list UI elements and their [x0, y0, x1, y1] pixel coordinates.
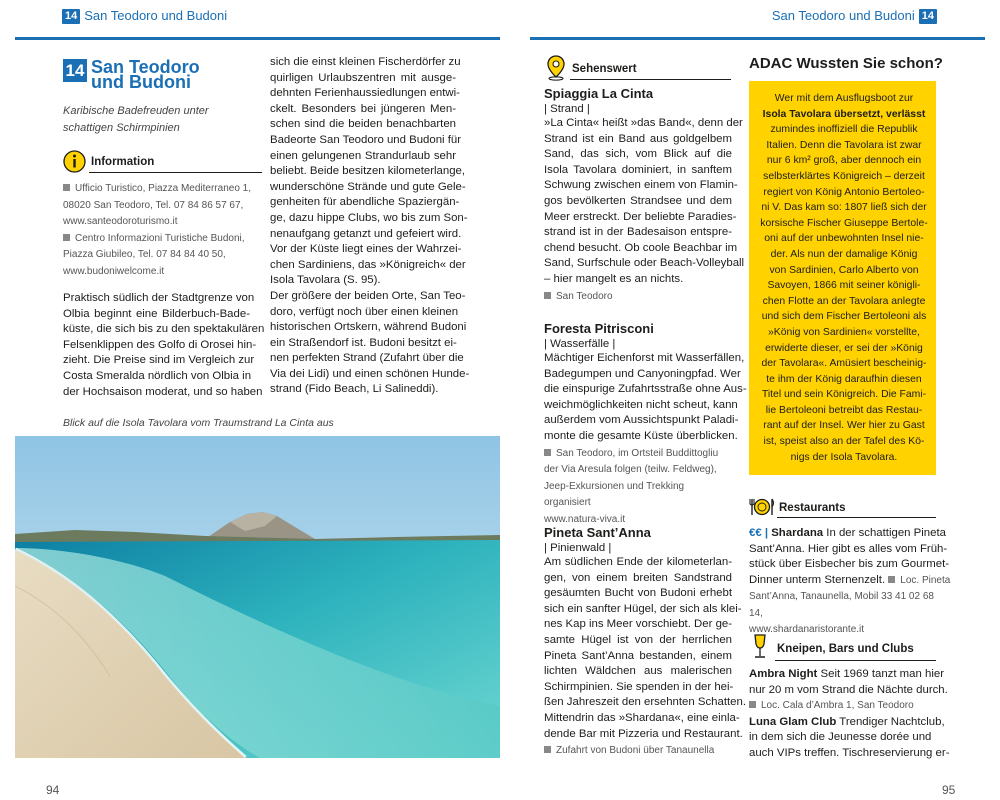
text-line: Isola Tavolara dominiert, in sanftem [544, 163, 732, 176]
text-line: Vor der Küste liegt eines der Wahrzei- [270, 243, 462, 256]
text-line: ßen Jahreszeit den ersehnten Schatten. [544, 696, 746, 709]
photo-caption: Blick auf die Isola Tavolara vom Traumstrand La Cinta aus [63, 417, 334, 429]
body-column-2 [270, 55, 470, 398]
text-line: Mittendrin das »Shardana«, eine einla- [544, 711, 740, 724]
chapter-subtitle [63, 103, 253, 137]
info-link[interactable]: www.shardanaristorante.it [749, 624, 865, 636]
bullet-square-icon [749, 701, 756, 708]
text-line: beliebt. Beide besitzen kilometerlange, [270, 165, 466, 178]
sight-entry-foresta-pitrisconi [544, 321, 747, 528]
text-line: Praktisch südlich der Stadtgrenze von [63, 292, 255, 304]
text-line: gen, von einem breiten Sandstrand [544, 571, 732, 584]
bullet-square-icon [63, 184, 70, 191]
text-line: historischen Ortskern, während Budoni [270, 321, 467, 334]
text-line: Schirmpinien. Sie spenden in der hei- [544, 680, 734, 693]
bullet-square-icon [544, 292, 551, 299]
text-line: Schwung zwischen einem von Flamin- [544, 179, 738, 192]
text-line: monte die gesamte Küste überblicken. [544, 429, 738, 442]
text-line: ein Straßendorf ist. Budoni besitzt ei- [270, 336, 457, 349]
section-rule [570, 79, 731, 80]
text-line: Savoyen, 1866 mit seiner königli- [767, 280, 921, 292]
text-line: Felsenklippen des Golfo di Orosei hin- [63, 338, 257, 351]
text-line: zieht. Die Preise sind im Vergleich zur [63, 354, 255, 367]
text-line: nenaufgang getanzt und gefeiert wird. [270, 227, 462, 240]
drink-glass-icon [751, 634, 769, 660]
text-line: schen sind die beiden benachbarten [270, 118, 456, 131]
entry-info: Zufahrt von Budoni über Tanaunella [544, 743, 732, 760]
text-line: Titel und sein Königreich. Die Fami- [761, 389, 927, 401]
text-line: Wer mit dem Ausflugsboot zur [774, 93, 914, 104]
text-line: Mächtiger Eichenforst mit Wasserfällen, [544, 352, 745, 364]
chapter-title [91, 57, 200, 92]
entry-title: Pineta Sant’Anna [544, 525, 651, 540]
entry-title: Spiaggia La Cinta [544, 86, 654, 101]
info-line: 08020 San Teodoro, Tel. 07 84 86 57 67, [63, 199, 244, 211]
adac-fact-text [759, 91, 929, 465]
subtitle-line: Karibische Badefreuden unter [63, 105, 209, 117]
text-line: »La Cinta« heißt »das Band«, denn der [544, 117, 743, 129]
entry-body [544, 351, 747, 445]
text-line: stück über Eisbecher bis zum Gourmet- [749, 558, 950, 571]
info-line: Ufficio Turistico, Piazza Mediterraneo 1, [63, 181, 263, 198]
text-line: Am südlichen Ende der kilometerlan- [544, 556, 732, 568]
text-line: nur 6 km² groß, aber dennoch ein [766, 155, 922, 167]
text-line: Sand, das sich, vom Blick auf die [544, 148, 732, 161]
text-line: quirligen Urlaubszentren mit ausge- [270, 71, 456, 84]
sights-heading: Sehenswert [572, 63, 637, 75]
text-line: außerdem vom Aussichtspunkt Paladi- [544, 414, 739, 427]
text-line: erwiderte dieser, er sei der »König [765, 342, 923, 354]
bullet-square-icon [544, 449, 551, 456]
chapter-badge: 14 [62, 9, 80, 24]
text-line: chen Sardiniens, das »Königreich« der [270, 258, 466, 271]
text-line: und sich dem Fischer Bertoleoni als [761, 311, 927, 323]
adac-heading: ADAC Wussten Sie schon? [749, 55, 943, 72]
text-line: die einspurige Zufahrtsstraße ohne Aus- [544, 383, 747, 396]
text-line: küste, die sich bis zu den spektakulären [63, 323, 265, 336]
entry-type: | Pinienwald | [544, 542, 612, 554]
text-line: »König von Sardinien« vorstellte, [768, 326, 920, 338]
running-header-left-title: San Teodoro und Budoni [84, 8, 228, 23]
text-line: sich die einst kleinen Fischerdörfer zu [270, 56, 461, 68]
text-line: Isola Tavolara übersetzt, verlässt [762, 108, 926, 120]
info-icon [63, 150, 86, 173]
text-line: chen Flotte an der Tavolara anlegte [762, 295, 926, 307]
text-line: Sant’Anna. Hier gibt es alles vom Früh- [749, 542, 948, 555]
text-line: samte Hügel ist von der herrlichen [544, 633, 732, 646]
entry-body [544, 555, 746, 742]
text-line: ist, speist also an der Tafel des Kö- [763, 436, 925, 448]
text-line: der Hochsaison moderat, und so haben [63, 385, 263, 398]
text-line: in dem sich die Jeunesse dorée und [749, 731, 932, 744]
information-block [63, 181, 263, 280]
text-line: ge, dazu hippe Clubs, wo bis zum Son- [270, 211, 468, 224]
text-line: auch VIPs treffen. Tischreservierung er- [749, 746, 950, 759]
info-line: Piazza Giubileo, Tel. 07 84 84 40 50, [63, 249, 226, 260]
text-line: gesäumten Bucht von Budoni erhebt [544, 587, 732, 600]
bar-name: Luna Glam Club [749, 715, 837, 728]
restaurant-info: Sant’Anna, Tanaunella, Mobil 33 41 02 68 14, www.shardanaristorante.it [749, 589, 939, 639]
sight-entry-la-cinta [544, 86, 745, 305]
section-rule [777, 517, 936, 518]
text-line: weichmöglichkeiten nicht scheut, kann [544, 398, 738, 411]
text-line: der. Als nun der damalige König [770, 248, 918, 260]
header-rule-right [530, 37, 985, 40]
information-heading: Information [91, 156, 155, 168]
info-link[interactable]: www.natura-viva.it [544, 513, 626, 525]
bar-entry-ambra-night: Ambra Night Seit 1969 tanzt man hier [749, 668, 944, 680]
text-line: regiert von König Antonio Bertoleo- [763, 186, 925, 198]
entry-info: San Teodoro [544, 289, 732, 306]
text-line: lichten Wäldchen aus malerischen [544, 665, 732, 678]
running-header-right-title: San Teodoro und Budoni [771, 8, 915, 23]
page-number-right: 95 [942, 783, 956, 797]
price-level: €€ | [749, 527, 769, 539]
text-line: nigs der Isola Tavolara. [790, 451, 898, 463]
text-line: Isola Tavolara (S. 95). [270, 274, 381, 287]
text-line: rant auf der Insel. Wer hier zu Gast [763, 420, 925, 432]
text-line: Olbia beginnt eine Bilderbuch-Bade- [63, 307, 250, 320]
text-line: nen perfekten Strand (Zufahrt über die [270, 352, 464, 365]
entry-body [544, 116, 745, 288]
text-line: doro, verfügt noch über einen kleinen [270, 305, 459, 318]
entry-type: | Strand | [544, 103, 590, 115]
text-line: selbsterklärtes Königreich – derzeit [763, 170, 925, 182]
info-link[interactable]: www.budoniwelcome.it [63, 265, 165, 277]
text-line: Pineta Sant’Anna bestanden, einem [544, 649, 732, 662]
bars-heading: Kneipen, Bars und Clubs [777, 643, 914, 655]
text-line: nur 20 m vom Strand die Nächte durch. [749, 683, 948, 696]
bars-list [749, 667, 950, 761]
map-pin-icon [544, 55, 568, 81]
text-line: Meer erstreckt. Der beliebte Paradies- [544, 210, 737, 223]
text-line: Strand ist ein Band aus goldgelbem [544, 132, 732, 145]
text-line: wunderschöne Strände und gute Gele- [270, 180, 466, 193]
text-line: ckelt. Besonders bei jüngeren Men- [270, 102, 456, 115]
text-line: einen gelungenen Strandurlaub sehr [270, 149, 456, 162]
bullet-square-icon [63, 234, 70, 241]
text-line: lie Bertoleoni betreibt das Restau- [765, 404, 923, 416]
text-line: oni auf der unbewohnten Insel nie- [764, 233, 924, 245]
subtitle-line: schattigen Schirmpinien [63, 122, 180, 134]
entry-type: | Wasserfälle | [544, 338, 616, 350]
restaurant-entry-shardana: €€ | Shardana In der schattigen Pineta Sant’Anna. Hier gibt es alles vom Früh- stück über Eisbecher bis zum Gourmet- Dinner unterm Sternenzelt. Loc. Pineta Sant’Anna, Tanaunella, Mobil 33 41 02 68 14, www.shardanaristorante.it [749, 526, 939, 639]
running-header-right [772, 8, 937, 24]
chapter-title-line-2: und Budoni [91, 72, 191, 92]
restaurant-name: Shardana [771, 527, 824, 539]
page-number-left: 94 [46, 783, 60, 797]
entry-title: Foresta Pitrisconi [544, 321, 654, 336]
text-line: Der größere der beiden Orte, San Teo- [270, 289, 466, 302]
text-line: sich ein sanfter Hügel, der sich als klei- [544, 602, 742, 615]
text-line: dehnten Ferienhaussiedlungen entwi- [270, 87, 460, 100]
text-line: – hier mangelt es an nichts. [544, 272, 684, 285]
bullet-square-icon [888, 576, 895, 583]
chapter-badge: 14 [919, 9, 937, 24]
text-line: te ihm der König daraufhin diesen [766, 373, 922, 385]
info-line: Centro Informazioni Turistiche Budoni, [63, 231, 263, 248]
text-line: genheiten für abendliche Spaziergän- [270, 196, 460, 209]
text-line: strand ist in der Badesaison entspre- [544, 226, 732, 239]
text-line: nes Kap ins Meer vorschiebt. Der ge- [544, 618, 733, 631]
text-line: Costa Smeralda nördlich von Olbia in [63, 369, 252, 382]
text-line: strand (Fido Beach, Li Salineddi). [270, 383, 439, 396]
bar-name: Ambra Night [749, 668, 818, 680]
section-rule [775, 660, 936, 661]
text-line: Via dei Lidi) und einen schönen Hunde- [270, 367, 470, 380]
intro-paragraph [63, 291, 265, 400]
beach-photo [15, 436, 500, 758]
section-rule [89, 172, 262, 173]
entry-info: San Teodoro, im Ortsteil Buddittogliu der Via Aresula folgen (teilw. Feldweg), Jeep-Exkursionen und Trekking organisiert www.natura-viva.it [544, 446, 732, 529]
text-line: Italien. Denn die Tavolara ist zwar [766, 139, 922, 151]
running-header-left [62, 8, 227, 24]
chapter-title-line-1: San Teodoro [91, 57, 200, 77]
text-line: ni V. Das kam so: 1807 ließ sich der [761, 202, 927, 214]
text-line: der Tavolara«. Amüsiert bescheinig- [761, 358, 927, 370]
bullet-square-icon [544, 746, 551, 753]
restaurants-heading: Restaurants [779, 502, 846, 514]
text-line: Sand, Surfschule oder Beach-Volleyball [544, 257, 745, 270]
text-line: dende Bar mit Pizzeria und Restaurant. [544, 727, 743, 740]
header-rule-left [15, 37, 500, 40]
sight-entry-pineta-santanna [544, 525, 746, 760]
text-line: Badeorte San Teodoro und Budoni für [270, 133, 462, 146]
info-link[interactable]: www.santeodoroturismo.it [63, 216, 178, 227]
text-line: chend besucht. Ob coole Beachbar im [544, 241, 738, 254]
plate-cutlery-icon [749, 497, 775, 517]
text-line: gos bevölkerten Strandsee und dem [544, 194, 732, 207]
text-line: korsische Fischer Giuseppe Bertole- [760, 217, 928, 229]
bar-info: Loc. Cala d’Ambra 1, San Teodoro [749, 698, 939, 715]
text-line: von Sardinien, Carlo Alberto von [769, 264, 919, 276]
chapter-number-badge: 14 [63, 59, 87, 82]
text-line: Badegumpen und Canyoningpfad. Wer [544, 367, 741, 380]
bar-entry-luna-glam: Luna Glam Club Trendiger Nachtclub, [749, 715, 945, 728]
text-line: zumindes inoffiziell die Republik [770, 124, 918, 136]
